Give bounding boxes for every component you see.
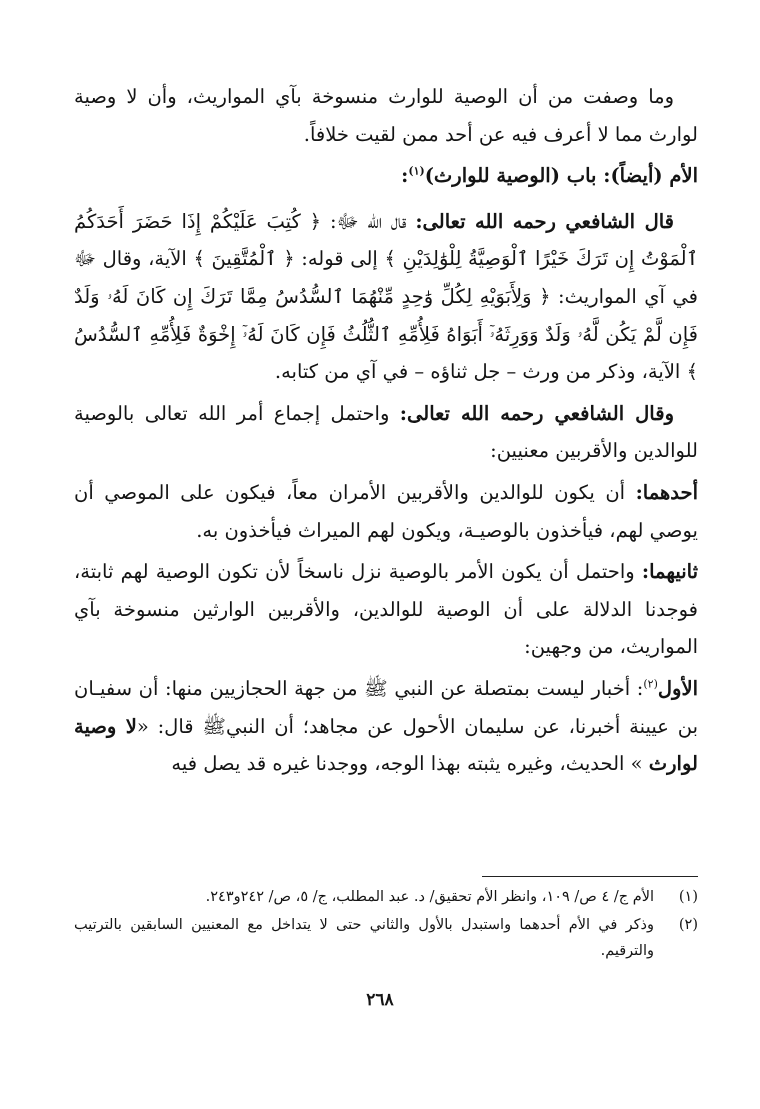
footnote-number: (١) [678, 889, 698, 905]
paragraph-text: أن يكون للوالدين والأقربين الأمران معاً، فيكون على الموصي أن يوصي لهم، فيأخذون بالوصيـة، ويكون لهم الميراث فيأخذون به. [74, 480, 698, 542]
paragraph-text: الآية، وذكر من ورث – جل ثناؤه – في آي من كتابه. [274, 360, 681, 384]
paragraph-text: واحتمل إجماع أمر الله تعالى بالوصية للوالدين والأقربين معنيين: [74, 401, 698, 463]
paragraph-text: قال الله ﷻ: [330, 209, 407, 233]
paragraph-first-meaning [74, 474, 698, 549]
footnote-text: وذكر في الأم أحدهما واستبدل بالأول والثاني حتى لا يتداخل مع المعنيين السابقين بالترتيب والترقيم. [74, 917, 654, 959]
section-heading-colon: : [401, 164, 409, 188]
footnote-ref-1[interactable]: (١) [408, 164, 425, 178]
page-number: ٢٦٨ [366, 990, 394, 1010]
quran-verse-inheritance: ﴿ وَلِأَبَوَيْهِ لِكُلِّ وَٰحِدٍ مِّنْهُمَا ٱلسُّدُسُ مِمَّا تَرَكَ إِن كَانَ لَهُۥ وَلَدٌ فَإِن لَّمْ يَكُن لَّهُۥ وَلَدٌ وَوَرِثَهُۥٓ أَبَوَاهُ فَلِأُمِّهِ ٱلثُّلُثُ فَإِن كَانَ لَهُۥٓ إِخْوَةٌ فَلِأُمِّهِ ٱلسُّدُسُ ﴾ [74, 284, 698, 384]
hadith-text: لا وصية لوارث [74, 714, 698, 776]
footnote-number: (٢) [678, 917, 698, 933]
footnote-text: الأم ج/ ٤ ص/ ١٠٩، وانظر الأم تحقيق/ د. عبد المطلب، ج/ ٥، ص/ ٢٤٢و٢٤٣. [205, 889, 654, 905]
paragraph-intro [74, 78, 698, 153]
quran-verse-muttaqin: ﴿ ٱلْمُتَّقِينَ ﴾ [193, 247, 295, 271]
footnote-divider [482, 876, 698, 877]
paragraph-text: واحتمل أن يكون الأمر بالوصية نزل ناسخاً لأن تكون الوصية لهم ثابتة، فوجدنا الدلالة على أن الوصية للوالدين، والأقربين الوارثين منسوخة بآي المواريث، من وجهين: [74, 560, 698, 659]
speaker-label-shafii: قال الشافعي رحمه الله تعالى: [415, 209, 674, 233]
paragraph-text: » الحديث، وغيره يثبته بهذا الوجه، ووجدنا غيره قد يصل فيه [171, 752, 643, 776]
section-heading [74, 157, 698, 195]
footnotes [74, 884, 698, 966]
paragraph-intro-text: وما وصفت من أن الوصية للوارث منسوخة بآي المواريث، وأن لا وصية لوارث مما لا أعرف فيه عن أحد ممن لقيت خلافاً. [74, 85, 698, 146]
paragraph-text: : أخبار ليست بمتصلة عن النبي ﷺ من جهة الحجازيين منها: أن سفيـان بن عيينة أخبرنا، عن سليمان الأحول عن مجاهد؛ أن النبيﷺ قال: « [74, 676, 698, 738]
speaker-label-shafii-2: وقال الشافعي رحمه الله تعالى: [399, 401, 674, 425]
paragraph-first-aspect [74, 670, 698, 783]
section-heading-text: الأم (أيضاً): باب (الوصية للوارث) [424, 164, 698, 188]
paragraph-shafii-quote [74, 203, 698, 391]
paragraph-two-meanings [74, 395, 698, 470]
quran-verse-wasiyya: ﴿ كُتِبَ عَلَيْكُمْ إِذَا حَضَرَ أَحَدَكُمُ ٱلْمَوْتُ إِن تَرَكَ خَيْرًا ٱلْوَصِيَّةُ لِلْوَٰلِدَيْنِ ﴾ [74, 209, 699, 271]
paragraph-second-meaning [74, 553, 698, 666]
label-second: ثانيهما: [641, 560, 699, 584]
footnote-1 [74, 884, 698, 910]
label-al-awwal: الأول [657, 676, 698, 700]
main-text [74, 78, 698, 787]
paragraph-text: إلى قوله: [301, 247, 378, 271]
label-first: أحدهما: [635, 480, 698, 504]
footnote-2 [74, 912, 698, 964]
footnote-ref-2[interactable]: (٢) [643, 677, 658, 691]
paragraph-text: الآية، وقال ﷻ في آي المواريث: [74, 247, 699, 308]
